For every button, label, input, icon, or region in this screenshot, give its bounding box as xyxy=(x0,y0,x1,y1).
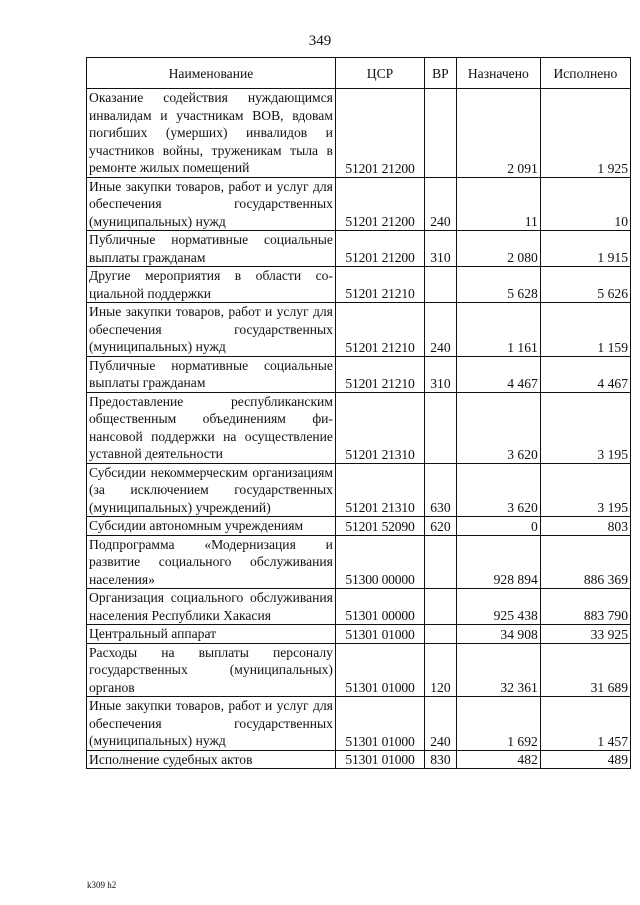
row-assigned: 928 894 xyxy=(456,535,540,589)
row-csr: 51300 00000 xyxy=(335,535,424,589)
row-assigned: 0 xyxy=(456,517,540,536)
row-csr: 51201 21210 xyxy=(335,356,424,392)
table-row xyxy=(87,177,631,231)
table-row xyxy=(87,231,631,267)
row-name: Публичные нормативные социальные выплаты гражданам xyxy=(87,231,336,267)
row-assigned: 925 438 xyxy=(456,589,540,625)
row-vr xyxy=(425,392,457,463)
row-name: Иные закупки товаров, работ и услуг для обеспечения государственных (муниципальных) нужд xyxy=(87,177,336,231)
row-executed: 1 925 xyxy=(540,89,630,178)
row-assigned: 1 161 xyxy=(456,303,540,357)
row-vr xyxy=(425,625,457,644)
table-row xyxy=(87,697,631,751)
row-assigned: 3 620 xyxy=(456,463,540,517)
row-assigned: 32 361 xyxy=(456,643,540,697)
table-row xyxy=(87,750,631,769)
row-vr: 240 xyxy=(425,697,457,751)
row-name: Субсидии автономным учреждениям xyxy=(87,517,336,536)
budget-table xyxy=(86,57,631,769)
row-executed: 3 195 xyxy=(540,392,630,463)
row-vr: 310 xyxy=(425,231,457,267)
row-executed: 5 626 xyxy=(540,267,630,303)
row-executed: 883 790 xyxy=(540,589,630,625)
row-executed: 886 369 xyxy=(540,535,630,589)
row-executed: 489 xyxy=(540,750,630,769)
table-row xyxy=(87,303,631,357)
row-csr: 51201 21200 xyxy=(335,177,424,231)
table-row xyxy=(87,589,631,625)
row-vr: 620 xyxy=(425,517,457,536)
table-row xyxy=(87,643,631,697)
row-name: Расходы на выплаты персоналу государственных (муниципальных) органов xyxy=(87,643,336,697)
row-vr: 240 xyxy=(425,303,457,357)
row-name: Оказание содействия нуждающимся инвалидам и участникам ВОВ, вдовам погибших (умерших) инвалидов и участников войны, труженикам тыла в ремонте жилых помещений xyxy=(87,89,336,178)
row-executed: 1 915 xyxy=(540,231,630,267)
row-csr: 51301 01000 xyxy=(335,750,424,769)
row-vr: 240 xyxy=(425,177,457,231)
row-assigned: 3 620 xyxy=(456,392,540,463)
row-assigned: 5 628 xyxy=(456,267,540,303)
row-name: Субсидии некоммерческим организациям (за исключением государственных (муниципальных) учреждений) xyxy=(87,463,336,517)
row-csr: 51201 21200 xyxy=(335,89,424,178)
row-csr: 51201 21310 xyxy=(335,463,424,517)
table-row xyxy=(87,356,631,392)
row-csr: 51201 21210 xyxy=(335,267,424,303)
footer-code: k309 h2 xyxy=(87,880,117,890)
column-header-name: Наименование xyxy=(87,58,336,89)
row-vr: 120 xyxy=(425,643,457,697)
row-vr xyxy=(425,89,457,178)
row-name: Иные закупки товаров, работ и услуг для обеспечения государственных (муниципальных) нужд xyxy=(87,303,336,357)
row-vr: 310 xyxy=(425,356,457,392)
row-name: Иные закупки товаров, работ и услуг для обеспечения государственных (муниципальных) нужд xyxy=(87,697,336,751)
table-row xyxy=(87,392,631,463)
row-assigned: 11 xyxy=(456,177,540,231)
row-assigned: 482 xyxy=(456,750,540,769)
row-name: Организация социального обслуживания населения Республики Хакасия xyxy=(87,589,336,625)
table-row xyxy=(87,517,631,536)
row-csr: 51301 01000 xyxy=(335,625,424,644)
row-executed: 33 925 xyxy=(540,625,630,644)
column-header-vr: ВР xyxy=(425,58,457,89)
row-csr: 51201 21310 xyxy=(335,392,424,463)
row-name: Исполнение судебных актов xyxy=(87,750,336,769)
row-name: Другие мероприятия в области социальной поддержки xyxy=(87,267,336,303)
row-assigned: 34 908 xyxy=(456,625,540,644)
row-executed: 1 457 xyxy=(540,697,630,751)
column-header-csr: ЦСР xyxy=(335,58,424,89)
row-csr: 51301 01000 xyxy=(335,697,424,751)
row-csr: 51201 52090 xyxy=(335,517,424,536)
row-executed: 4 467 xyxy=(540,356,630,392)
row-executed: 803 xyxy=(540,517,630,536)
row-executed: 3 195 xyxy=(540,463,630,517)
table-row xyxy=(87,267,631,303)
row-executed: 1 159 xyxy=(540,303,630,357)
row-name: Центральный аппарат xyxy=(87,625,336,644)
table-header-row xyxy=(87,58,631,89)
table-row xyxy=(87,625,631,644)
row-executed: 10 xyxy=(540,177,630,231)
row-vr xyxy=(425,535,457,589)
row-assigned: 1 692 xyxy=(456,697,540,751)
row-vr xyxy=(425,589,457,625)
row-executed: 31 689 xyxy=(540,643,630,697)
row-assigned: 2 080 xyxy=(456,231,540,267)
row-assigned: 4 467 xyxy=(456,356,540,392)
row-assigned: 2 091 xyxy=(456,89,540,178)
column-header-executed: Исполнено xyxy=(540,58,630,89)
page-number: 349 xyxy=(308,33,332,49)
table-row xyxy=(87,463,631,517)
table-row xyxy=(87,535,631,589)
column-header-assigned: Назначено xyxy=(456,58,540,89)
row-csr: 51201 21210 xyxy=(335,303,424,357)
row-name: Публичные нормативные социальные выплаты гражданам xyxy=(87,356,336,392)
row-name: Подпрограмма «Модернизация и развитие социального обслуживания населения» xyxy=(87,535,336,589)
row-vr: 830 xyxy=(425,750,457,769)
row-name: Предоставление республиканским общественным объединениям финансовой поддержки на осуществление уставной деятельности xyxy=(87,392,336,463)
table-row xyxy=(87,89,631,178)
row-csr: 51301 00000 xyxy=(335,589,424,625)
row-csr: 51201 21200 xyxy=(335,231,424,267)
row-csr: 51301 01000 xyxy=(335,643,424,697)
row-vr xyxy=(425,267,457,303)
row-vr: 630 xyxy=(425,463,457,517)
